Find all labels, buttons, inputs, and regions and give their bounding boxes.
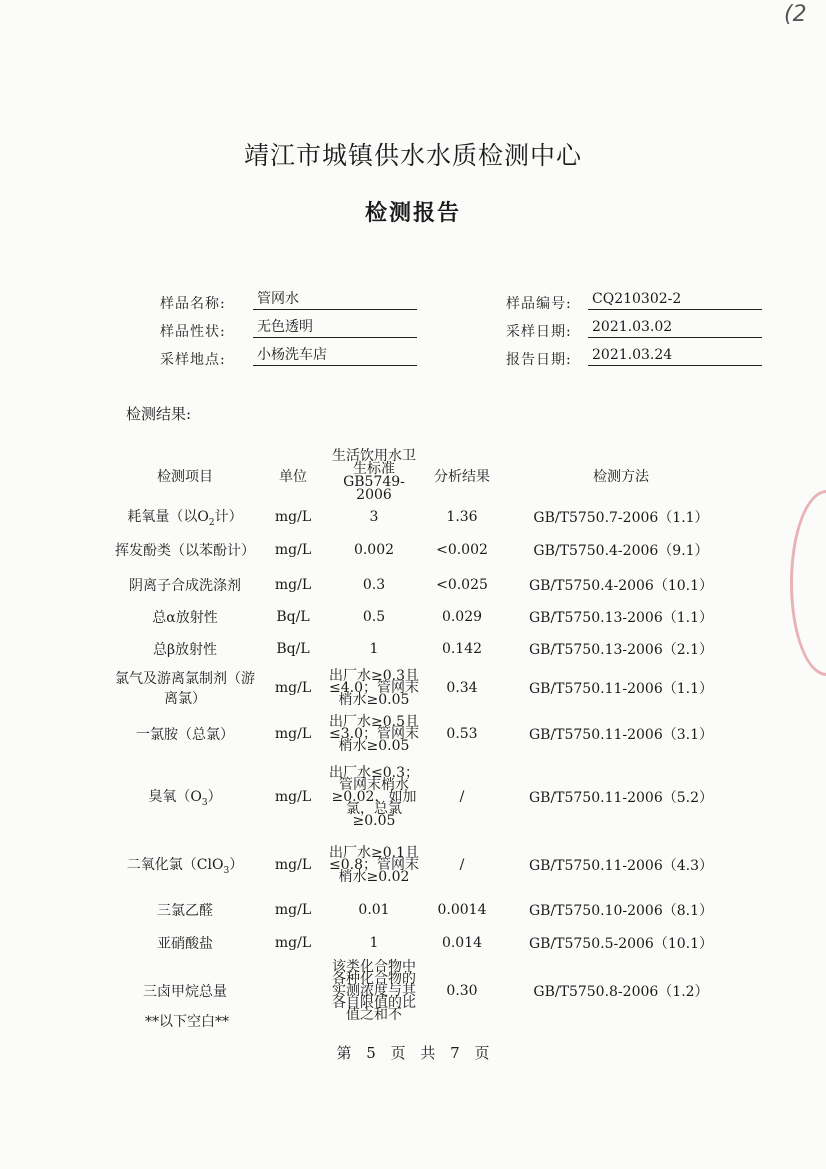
row-result: 0.014 xyxy=(441,934,483,951)
table-row xyxy=(110,568,740,601)
row-standard: 0.3 xyxy=(362,576,386,593)
sample-state-value: 无色透明 xyxy=(253,318,417,338)
row-unit: mg/L xyxy=(274,509,312,525)
table-row xyxy=(110,711,740,757)
row-standard: 0.002 xyxy=(353,542,395,558)
row-unit: mg/L xyxy=(274,857,312,873)
sample-location-label: 采样地点: xyxy=(160,352,226,368)
header-standard: 生活饮用水卫生标准GB5749-2006 xyxy=(332,448,416,503)
row-method: GB/T5750.10-2006（8.1） xyxy=(528,902,714,919)
row-unit: mg/L xyxy=(274,901,312,918)
sampling-date-label: 采样日期: xyxy=(506,324,572,340)
row-standard: 0.01 xyxy=(358,901,390,918)
header-item: 检测项目 xyxy=(157,469,213,485)
row-standard: 出厂水≤0.3；管网末梢水≥0.02，如加氯，总氯≥0.05 xyxy=(329,765,419,829)
row-standard: 3 xyxy=(369,509,379,525)
sample-name-value: 管网水 xyxy=(253,290,417,310)
table-row xyxy=(110,926,740,959)
table-row xyxy=(110,632,740,665)
row-item: 阴离子合成洗涤剂 xyxy=(129,577,241,594)
row-method: GB/T5750.13-2006（1.1） xyxy=(528,609,714,626)
row-item: 总α放射性 xyxy=(152,609,218,626)
row-result: 0.142 xyxy=(441,640,483,657)
blank-below-note: **以下空白** xyxy=(145,1014,229,1030)
table-row xyxy=(110,757,740,837)
row-item: 臭氧$(O_3)$ xyxy=(148,789,222,808)
report-date-value: 2021.03.24 xyxy=(588,346,762,366)
row-standard: 0.5 xyxy=(362,608,386,625)
row-unit: mg/L xyxy=(274,576,312,593)
row-result: 0.53 xyxy=(446,726,478,742)
row-item: 三卤甲烷总量 xyxy=(143,984,227,1000)
header-unit: 单位 xyxy=(279,469,307,485)
row-unit: mg/L xyxy=(274,934,312,951)
handwritten-page-mark: (2 xyxy=(784,2,807,27)
report-title: 检测报告 xyxy=(364,200,461,226)
sampling-date-value: 2021.03.02 xyxy=(588,318,762,338)
table-header-row xyxy=(110,450,740,502)
row-item: 耗氧量（以$O_2$计） xyxy=(127,509,243,528)
table-row xyxy=(110,601,740,632)
sample-number-label: 样品编号: xyxy=(506,296,572,312)
row-result: / xyxy=(459,857,465,873)
row-item: 三氯乙醛 xyxy=(157,902,213,919)
row-item: 亚硝酸盐 xyxy=(157,935,213,952)
row-unit: Bq/L xyxy=(276,608,310,625)
table-row xyxy=(110,893,740,926)
row-result: 1.36 xyxy=(446,509,478,525)
header-result: 分析结果 xyxy=(434,469,490,485)
results-table xyxy=(110,450,740,1023)
row-result: 0.30 xyxy=(446,983,478,999)
row-result: <0.025 xyxy=(436,576,488,593)
footer-total-pages: 7 xyxy=(450,1044,460,1062)
row-method: GB/T5750.11-2006（1.1） xyxy=(528,681,714,697)
row-item: 一氯胺（总氯） xyxy=(136,727,234,743)
row-method: GB/T5750.4-2006（9.1） xyxy=(533,543,709,559)
row-standard: 出厂水≥0.5且≤3.0；管网末梢水≥0.05 xyxy=(329,714,419,754)
table-row xyxy=(110,837,740,893)
row-unit: mg/L xyxy=(274,789,312,805)
organization-title: 靖江市城镇供水水质检测中心 xyxy=(243,141,582,170)
row-standard: 出厂水≥0.1且≤0.8；管网末梢水≥0.02 xyxy=(329,845,419,885)
footer-page-number: 5 xyxy=(366,1044,376,1062)
row-standard: 出厂水≥0.3且≤4.0；管网末梢水≥0.05 xyxy=(329,668,419,708)
row-result: 0.0014 xyxy=(437,901,487,918)
row-method: GB/T5750.4-2006（10.1） xyxy=(528,577,714,594)
row-item: 氯气及游离氯制剂（游离氯） xyxy=(115,671,255,707)
row-method: GB/T5750.5-2006（10.1） xyxy=(528,935,714,952)
red-stamp-partial xyxy=(790,490,826,676)
table-row xyxy=(110,665,740,711)
row-unit xyxy=(260,959,326,1023)
footer-prefix: 第 xyxy=(336,1044,352,1062)
table-row xyxy=(110,502,740,532)
table-row xyxy=(110,532,740,568)
row-method: GB/T5750.13-2006（2.1） xyxy=(528,641,714,658)
sample-name-label: 样品名称: xyxy=(160,296,226,312)
footer-suffix: 页 xyxy=(474,1044,490,1062)
row-item: 挥发酚类（以苯酚计） xyxy=(115,543,255,559)
sample-state-label: 样品性状: xyxy=(160,324,226,340)
row-unit: mg/L xyxy=(274,680,312,696)
footer-middle: 页 共 xyxy=(390,1044,436,1062)
row-result: 0.34 xyxy=(446,680,478,696)
sample-location-value: 小杨洗车店 xyxy=(253,346,417,366)
row-result: / xyxy=(459,789,465,805)
row-method: GB/T5750.11-2006（4.3） xyxy=(528,858,714,874)
row-unit: Bq/L xyxy=(276,640,310,657)
row-standard: 1 xyxy=(369,934,379,951)
row-result: <0.002 xyxy=(436,542,488,558)
header-method: 检测方法 xyxy=(593,469,649,485)
row-method: GB/T5750.11-2006（3.1） xyxy=(528,727,714,743)
row-unit: mg/L xyxy=(274,542,312,558)
row-result: 0.029 xyxy=(441,608,483,625)
results-section-title: 检测结果: xyxy=(126,405,192,423)
row-method: GB/T5750.11-2006（5.2） xyxy=(528,790,714,806)
page-footer xyxy=(0,1042,826,1063)
report-date-label: 报告日期: xyxy=(506,352,572,368)
row-standard: 1 xyxy=(369,640,379,657)
row-standard: 该类化合物中各种化合物的实测浓度与其各自限值的比值之和不 xyxy=(332,959,416,1023)
row-item: 总β放射性 xyxy=(152,641,218,658)
row-method: GB/T5750.7-2006（1.1） xyxy=(533,510,709,526)
row-item: 二氧化氯（ClO$_3$） xyxy=(126,857,244,876)
row-unit: mg/L xyxy=(274,726,312,742)
row-method: GB/T5750.8-2006（1.2） xyxy=(533,984,709,1000)
sample-number-value: CQ210302-2 xyxy=(588,290,762,310)
